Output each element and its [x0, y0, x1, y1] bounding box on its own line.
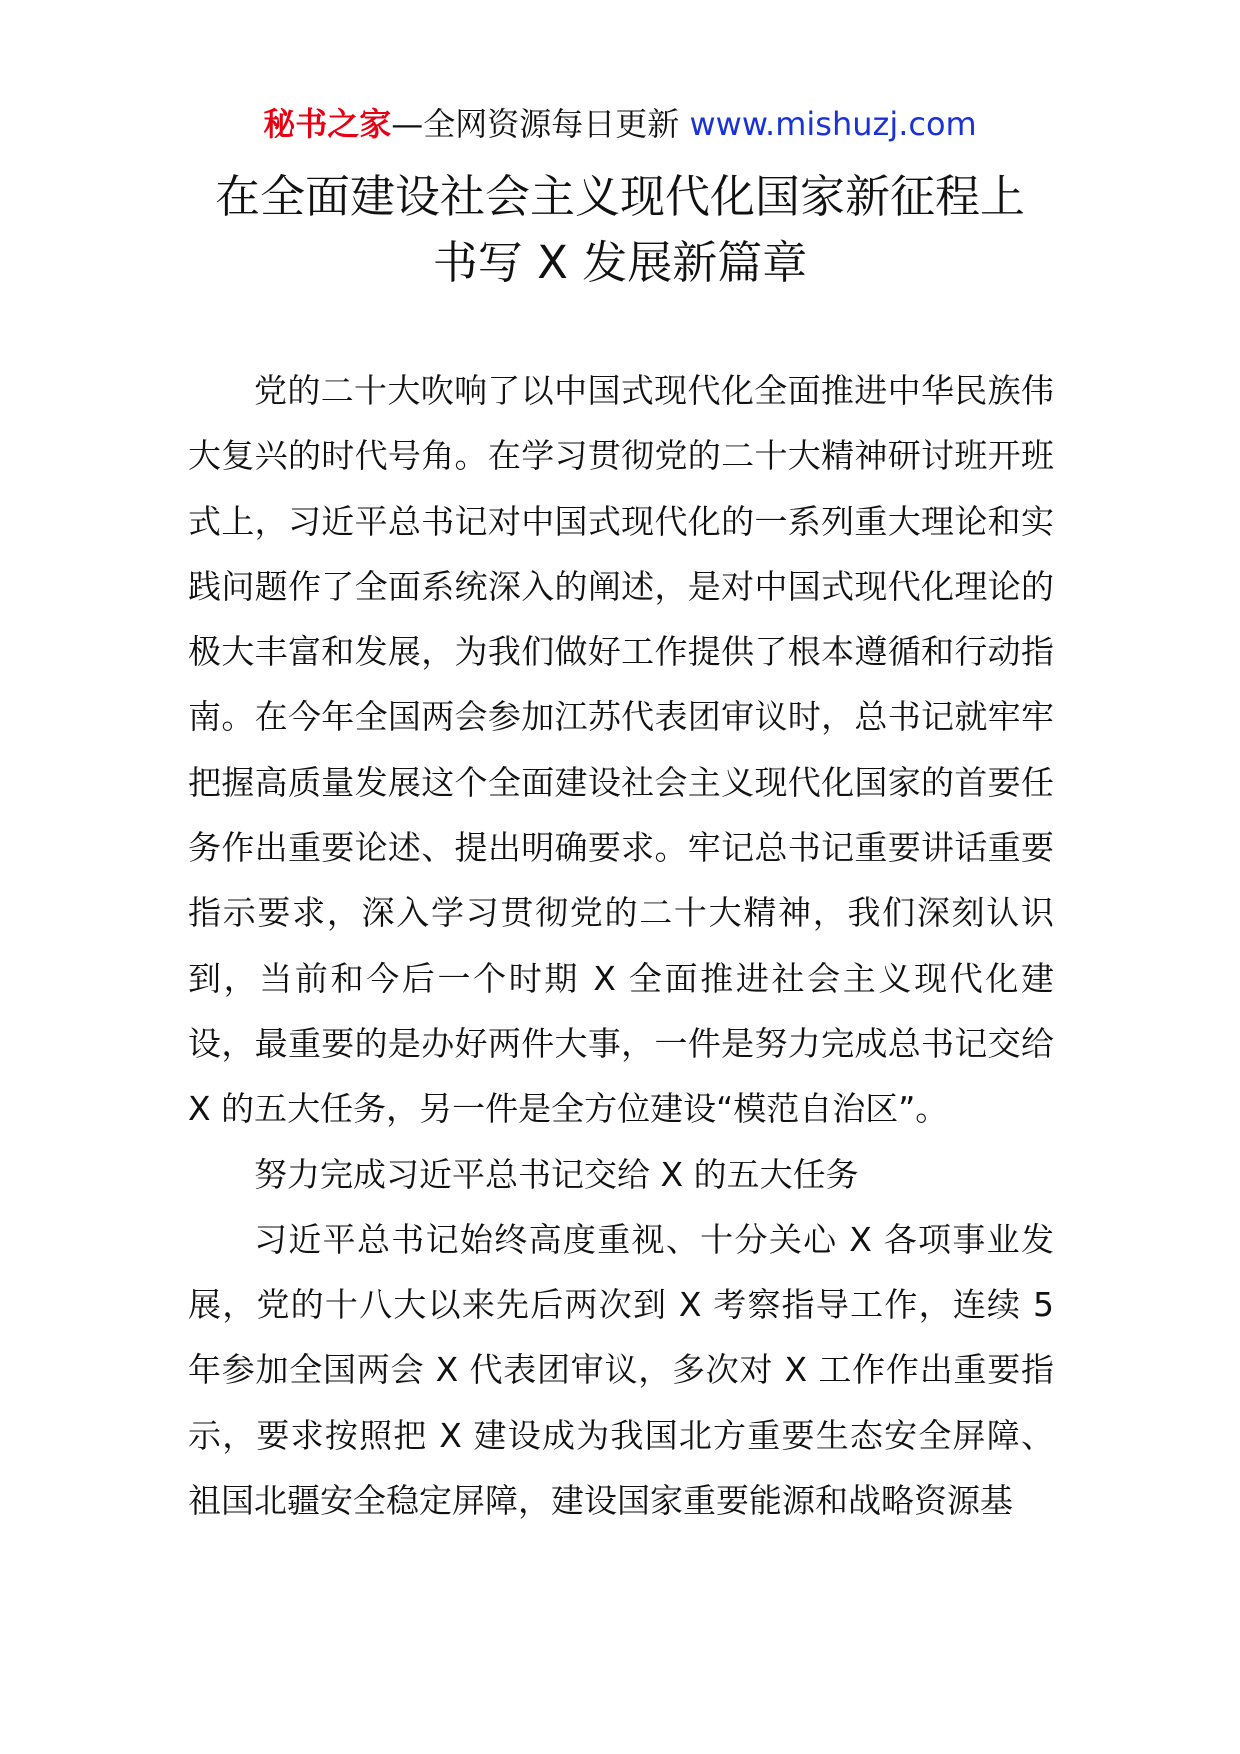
site-tagline: —全网资源每日更新: [391, 105, 680, 143]
site-header: [0, 102, 1240, 146]
site-brand: 秘书之家: [263, 105, 392, 143]
document-title: [0, 164, 1240, 296]
intro-paragraph: 党的二十大吹响了以中国式现代化全面推进中华民族伟大复兴的时代号角。在学习贯彻党的二十大精神研讨班开班式上，习近平总书记对中国式现代化的一系列重大理论和实践问题作了全面系统深入的阐述，是对中国式现代化理论的极大丰富和发展，为我们做好工作提供了根本遵循和行动指南。在今年全国两会参加江苏代表团审议时，总书记就牢牢把握高质量发展这个全面建设社会主义现代化国家的首要任务作出重要论述、提出明确要求。牢记总书记重要讲话重要指示要求，深入学习贯彻党的二十大精神，我们深刻认识到，当前和今后一个时期 X 全面推进社会主义现代化建设，最重要的是办好两件大事，一件是努力完成总书记交给 X 的五大任务，另一件是全方位建设“模范自治区”。: [188, 371, 1054, 1129]
site-url-link[interactable]: www.mishuzj.com: [689, 105, 977, 143]
document-body: [188, 358, 1054, 1533]
title-line-2: 书写 X 发展新篇章: [432, 236, 808, 289]
title-line-1: 在全面建设社会主义现代化国家新征程上: [214, 170, 1025, 223]
section-paragraph: 习近平总书记始终高度重视、十分关心 X 各项事业发展，党的十八大以来先后两次到 X 考察指导工作，连续 5 年参加全国两会 X 代表团审议，多次对 X 工作作出重要指示，要求按照把 X 建设成为我国北方重要生态安全屏障、祖国北疆安全稳定屏障，建设国家重要能源和战略资源基: [188, 1219, 1054, 1521]
section-heading: 努力完成习近平总书记交给 X 的五大任务: [254, 1154, 859, 1194]
